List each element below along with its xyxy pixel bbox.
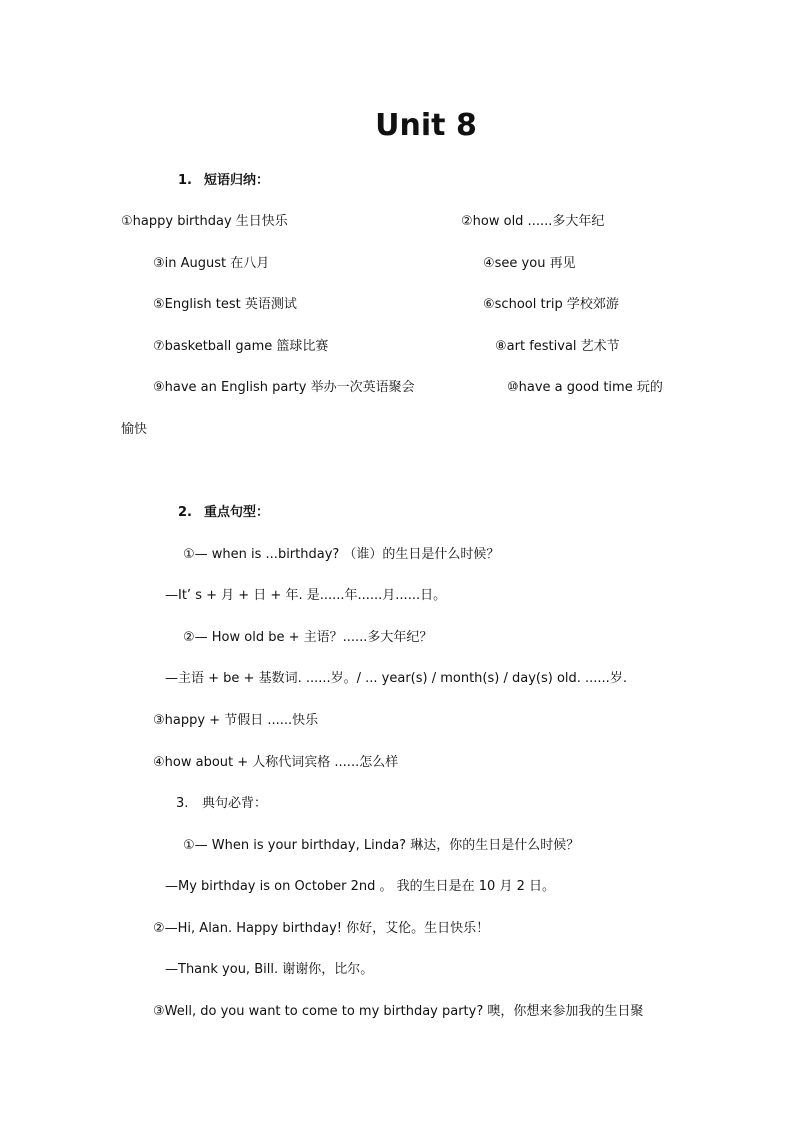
phrase-1: ①happy birthday 生日快乐 (121, 214, 288, 229)
phrase-4: ④see you 再见 (483, 256, 576, 271)
phrase-9: ⑨have an English party 举办一次英语聚会 (153, 380, 415, 395)
phrase-7: ⑦basketball game 篮球比赛 (153, 339, 329, 354)
sentence-line-1: ①— When is your birthday, Linda? 琳达，你的生日是什么时候？ (183, 838, 580, 853)
pattern-line-2: —It’ s + 月 + 日 + 年. 是......年......月......日。 (165, 588, 447, 603)
unit-title: Unit 8 (375, 108, 477, 143)
phrase-3: ③in August 在八月 (153, 256, 270, 271)
section3-number: 3. (176, 796, 189, 811)
pattern-line-3: ②— How old be + 主语？......多大年纪？ (183, 630, 433, 645)
section3-header (176, 795, 267, 813)
sentence-line-5: ③Well, do you want to come to my birthday party? 噢，你想来参加我的生日聚 (153, 1004, 644, 1019)
section2-heading: 重点句型： (204, 505, 270, 520)
phrase-10-continuation: 愉快 (121, 422, 148, 437)
phrase-8: ⑧art festival 艺术节 (495, 339, 620, 354)
pattern-line-1: ①— when is ...birthday? （谁）的生日是什么时候？ (183, 547, 500, 562)
section3-heading: 典句必背： (202, 796, 268, 811)
section1-heading: 短语归纳： (204, 173, 270, 188)
sentence-line-3: ②—Hi, Alan. Happy birthday! 你好，艾伦。生日快乐！ (153, 921, 490, 936)
pattern-line-6: ④how about + 人称代词宾格 ......怎么样 (153, 755, 399, 770)
phrase-10: ⑩have a good time 玩的 (507, 380, 663, 395)
section2-header (178, 504, 269, 522)
sentence-line-2: —My birthday is on October 2nd 。 我的生日是在 10 月 2 日。 (165, 879, 556, 894)
section1-header (178, 172, 269, 190)
phrase-2: ②how old ......多大年纪 (461, 214, 605, 229)
pattern-line-5: ③happy + 节假日 ......快乐 (153, 713, 319, 728)
pattern-line-4: —主语 + be + 基数词. ......岁。/ ... year(s) / month(s) / day(s) old. ......岁. (165, 671, 627, 686)
phrase-6: ⑥school trip 学校郊游 (483, 297, 619, 312)
sentence-line-4: —Thank you, Bill. 谢谢你，比尔。 (165, 962, 374, 977)
section1-number: 1. (178, 173, 192, 188)
section2-number: 2. (178, 505, 192, 520)
phrase-5: ⑤English test 英语测试 (153, 297, 297, 312)
